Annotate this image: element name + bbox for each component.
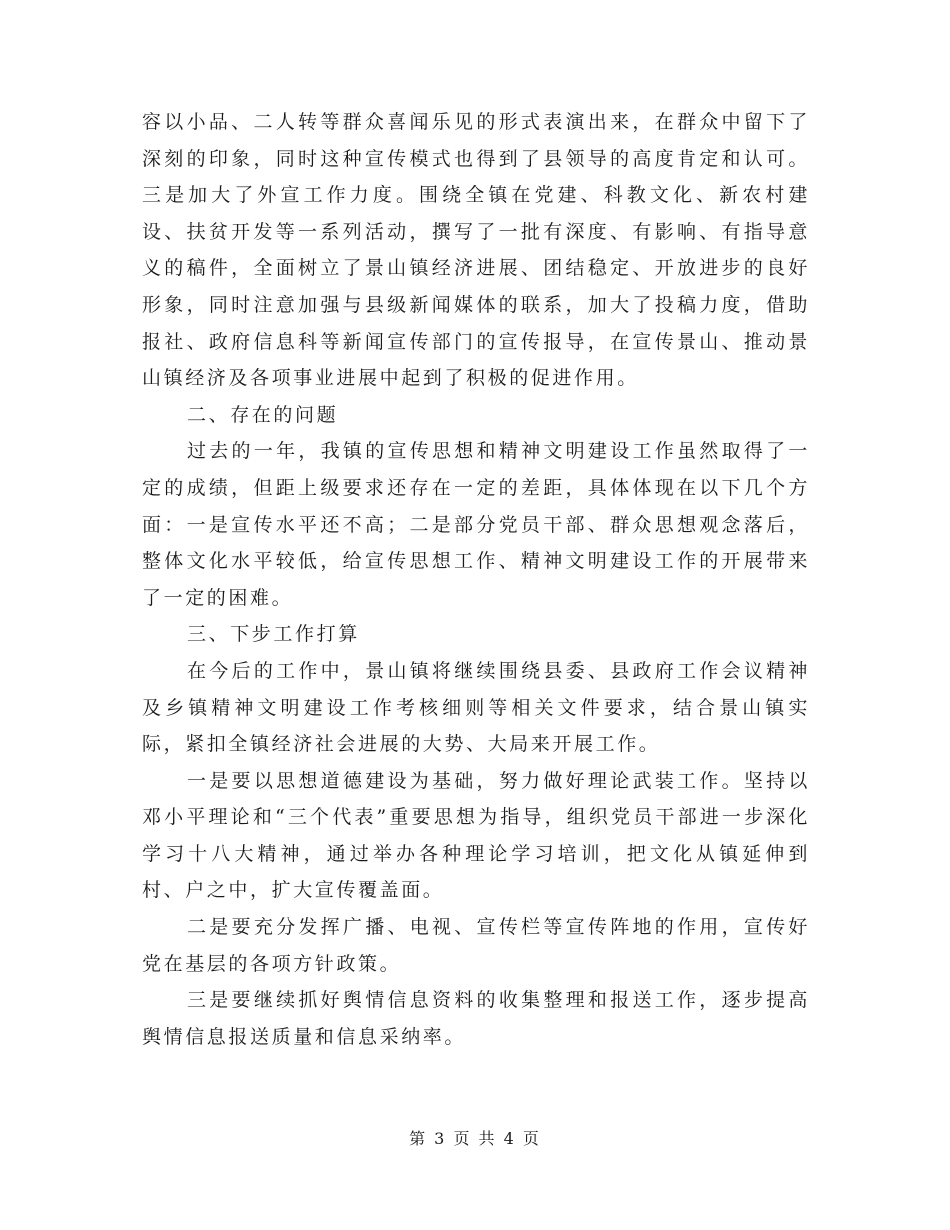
section-heading-problems: 二、存在的问题 [187, 403, 339, 426]
paragraph-problems: 过去的一年，我镇的宣传思想和精神文明建设工作虽然取得了一定的成绩，但距上级要求还存在一定的差距，具体体现在以下几个方面：一是宣传水平还不高；二是部分党员干部、群众思想观念落后，整体文化水平较低，给宣传思想工作、精神文明建设工作的开展带来了一定的困难。 [142, 440, 810, 609]
document-body [142, 104, 810, 1055]
paragraph-point-three: 三是要继续抓好舆情信息资料的收集整理和报送工作，逐步提高舆情信息报送质量和信息采纳率。 [142, 989, 810, 1048]
section-heading-next-steps: 三、下步工作打算 [187, 623, 360, 646]
page-footer: 第 3 页 共 4 页 [409, 1129, 541, 1148]
paragraph-point-one: 一是要以思想道德建设为基础，努力做好理论武装工作。坚持以邓小平理论和“三个代表”重要思想为指导，组织党员干部进一步深化学习十八大精神，通过举办各种理论学习培训，把文化从镇延伸到村、户之中，扩大宣传覆盖面。 [142, 769, 810, 902]
paragraph-next-steps-intro: 在今后的工作中，景山镇将继续围绕县委、县政府工作会议精神及乡镇精神文明建设工作考核细则等相关文件要求，结合景山镇实际，紧扣全镇经济社会进展的大势、大局来开展工作。 [142, 659, 810, 756]
paragraph-continuation: 容以小品、二人转等群众喜闻乐见的形式表演出来，在群众中留下了深刻的印象，同时这种宣传模式也得到了县领导的高度肯定和认可。三是加大了外宣工作力度。围绕全镇在党建、科教文化、新农村建设、扶贫开发等一系列活动，撰写了一批有深度、有影响、有指导意义的稿件，全面树立了景山镇经济进展、团结稳定、开放进步的良好形象，同时注意加强与县级新闻媒体的联系，加大了投稿力度，借助报社、政府信息科等新闻宣传部门的宣传报导，在宣传景山、推动景山镇经济及各项事业进展中起到了积极的促进作用。 [142, 111, 810, 390]
paragraph-point-two: 二是要充分发挥广播、电视、宣传栏等宣传阵地的作用，宣传好党在基层的各项方针政策。 [142, 916, 810, 975]
